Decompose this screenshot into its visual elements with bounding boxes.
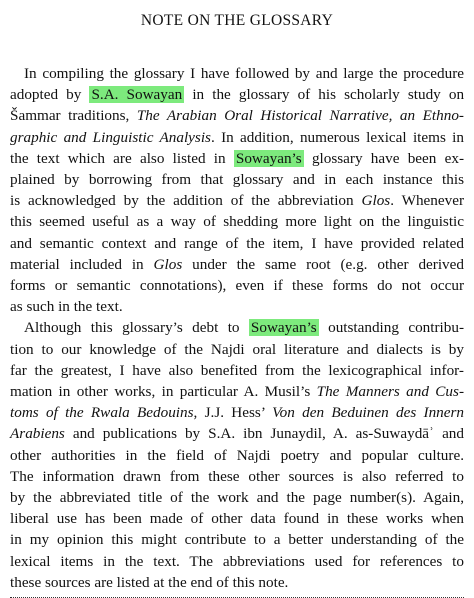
- paragraph-2-line-10: liberal use has been made of other data found in these works when: [10, 510, 464, 528]
- highlight-sowayan-3: Sowayan’s: [250, 319, 317, 337]
- paragraph-1-line-6: plained by borrowing from that glossary and in each instance this: [10, 171, 464, 188]
- paragraph-2-line-13: these sources are listed at the end of this note.: [10, 573, 289, 591]
- paragraph-2-line-6: Arabiens and publications by S.A. ibn Junaydil, A. as-Suwaydāʾ and: [10, 425, 464, 443]
- paragraph-2-line-2: tion to our knowledge of the Najdi oral literature and dialects is by: [10, 340, 464, 358]
- paragraph-2-line-9: by the abbreviated title of the work and the page number(s). Again,: [10, 489, 464, 506]
- paragraph-2-line-5: toms of the Rwala Bedouins, J.J. Hess’ Von den Beduinen des Innern: [10, 404, 465, 422]
- highlight-sowayan-2: Sowayan’s: [235, 149, 302, 167]
- paragraph-2-line-3: far the greatest, I have also benefited from the lexicographical infor-: [10, 361, 464, 379]
- paragraph-1-line-2: adopted by S.A. Sowayan in the glossary of his scholarly study on: [10, 86, 465, 104]
- paragraph-1-line-1: In compiling the glossary I have followed by and large the procedure: [24, 65, 464, 82]
- paragraph-1-line-4: graphic and Linguistic Analysis. In addition, numerous lexical items in: [10, 128, 464, 146]
- page-title: NOTE ON THE GLOSSARY: [140, 12, 334, 29]
- paragraph-2-line-7: other authorities in the field of Najdi poetry and popular culture.: [10, 446, 464, 464]
- paragraph-2-line-4: mation in other works, in particular A. Musil’s The Manners and Cus-: [10, 383, 464, 400]
- book-title-italic: The Arabian Oral Historical Narrative, an Ethno-: [136, 107, 464, 125]
- paragraph-2-line-8: The information drawn from these other sources is also referred to: [10, 467, 464, 485]
- paragraph-2-line-1: Although this glossary’s debt to Sowayan’s outstanding contribu-: [24, 319, 465, 337]
- paragraph-1-line-8: this seemed useful as a way of shedding more light on the linguistic: [10, 213, 464, 231]
- highlight-sowayan-1: S.A. Sowayan: [91, 86, 183, 104]
- paragraph-2-line-12: lexical items in the text. The abbreviations used for references to: [10, 552, 464, 570]
- paragraph-1-line-9: and semantic context and range of the item, I have provided related: [10, 234, 464, 252]
- paragraph-2-line-11: in my opinion this might contribute to a better understanding of the: [10, 531, 464, 549]
- paragraph-1-line-3: Šammar traditions, The Arabian Oral Historical Narrative, an Ethno-: [10, 107, 464, 125]
- paragraph-1-line-7: is acknowledged by the addition of the abbreviation Glos. Whenever: [10, 192, 465, 210]
- paragraph-1-line-5: the text which are also listed in Sowayan’s glossary have been ex-: [10, 149, 465, 167]
- paragraph-1-line-10: material included in Glos under the same root (e.g. other derived: [10, 255, 464, 273]
- paragraph-1-line-12: as such in the text.: [10, 298, 123, 316]
- paragraph-1-line-11: forms or semantic connotations), even if these forms do not occur: [10, 277, 464, 294]
